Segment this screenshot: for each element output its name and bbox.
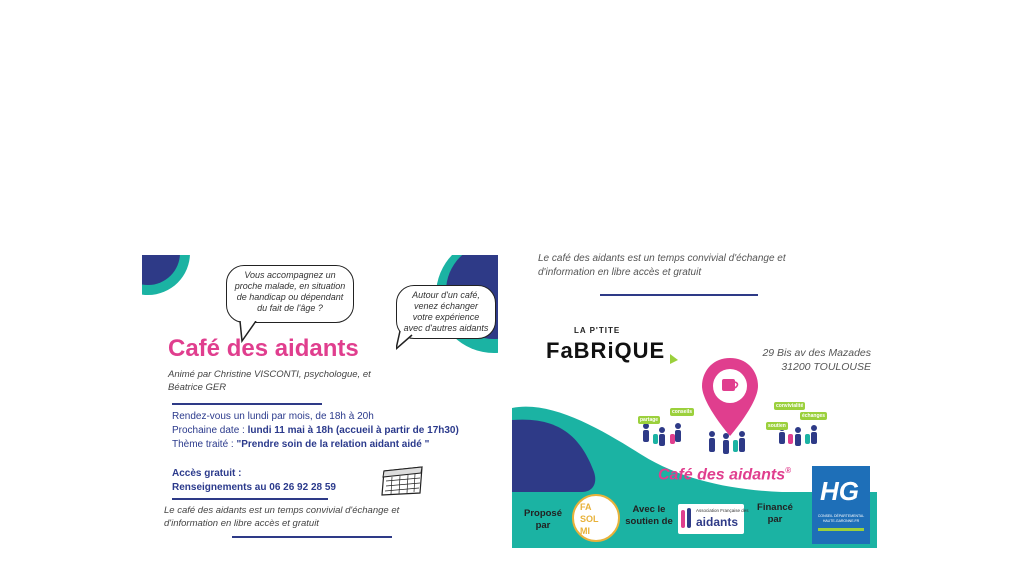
aidants-hands-icon bbox=[680, 508, 694, 530]
tag-partage: partage bbox=[640, 417, 659, 423]
animators bbox=[168, 368, 371, 394]
left-divider-2 bbox=[172, 498, 328, 500]
phone-line: Renseignements au 06 26 92 28 59 bbox=[172, 482, 336, 493]
left-title: Café des aidants bbox=[168, 335, 359, 362]
aidants-logo-big-text: aidants bbox=[696, 515, 739, 529]
proposed-by-label: Proposé par bbox=[523, 508, 562, 531]
brand-name: Café des aidants® bbox=[658, 466, 792, 484]
right-intro-line-2: d'information en libre accès et gratuit bbox=[538, 267, 702, 278]
funded-by-label: Financé par bbox=[757, 502, 793, 525]
question-bubble bbox=[226, 265, 354, 323]
tag-convivialite: convivialité bbox=[776, 403, 804, 409]
access-line: Accès gratuit : bbox=[172, 468, 242, 479]
theme-line: Thème traité : "Prendre soin de la relation aidant aidé " bbox=[172, 439, 430, 450]
tag-soutien: soutien bbox=[768, 423, 786, 429]
left-divider-1 bbox=[172, 403, 322, 405]
address-line-1: 29 Bis av des Mazades bbox=[762, 347, 871, 359]
svg-text:MI: MI bbox=[580, 526, 590, 536]
svg-text:SOL: SOL bbox=[580, 514, 599, 524]
left-footer-line-1: Le café des aidants est un temps convivial d'échange et bbox=[164, 505, 400, 516]
aidants-logo-small-text: Association Française des bbox=[696, 508, 749, 513]
left-flyer bbox=[142, 255, 498, 550]
schedule-line: Rendez-vous un lundi par mois, de 18h à 20h bbox=[172, 411, 374, 422]
logo-main-text: FaBRiQUE bbox=[546, 338, 666, 363]
famille-solidaire-logo bbox=[572, 494, 620, 542]
invite-bubble-tail bbox=[396, 331, 416, 351]
haute-garonne-logo bbox=[812, 466, 870, 544]
hg-caption: CONSEIL DÉPARTEMENTAL HAUTE-GARONNE.FR bbox=[817, 514, 865, 523]
question-bubble-text: Vous accompagnez un proche malade, en situation de handicap ou dépendant du fait de l'âge ? bbox=[234, 270, 346, 313]
right-flyer bbox=[512, 240, 877, 548]
svg-text:FA: FA bbox=[580, 502, 592, 512]
hg-color-band bbox=[818, 528, 864, 531]
invite-bubble-text: Autour d'un café, venez échanger votre expérience avec d'autres aidants bbox=[403, 290, 489, 333]
contact-block bbox=[172, 467, 336, 495]
left-footer-text bbox=[164, 504, 399, 530]
tag-echanges: échanges bbox=[802, 413, 826, 419]
hg-letters: HG bbox=[820, 476, 859, 506]
logo-top-text: LA P'TITE bbox=[574, 326, 621, 335]
tag-conseils: conseils bbox=[672, 409, 693, 415]
right-intro-line-1: Le café des aidants est un temps convivial d'échange et bbox=[538, 253, 786, 264]
left-footer-line-2: d'information en libre accès et gratuit bbox=[164, 518, 319, 529]
calendar-icon bbox=[378, 463, 426, 499]
support-label: Avec le soutien de bbox=[625, 504, 673, 527]
animators-line-1: Animé par Christine VISCONTI, psychologue, et bbox=[168, 369, 371, 380]
address-line-2: 31200 TOULOUSE bbox=[781, 361, 871, 373]
animators-line-2: Béatrice GER bbox=[168, 382, 227, 393]
left-divider-3 bbox=[232, 536, 392, 538]
aidants-association-logo bbox=[678, 504, 749, 534]
next-date-line: Prochaine date : lundi 11 mai à 18h (accueil à partir de 17h30) bbox=[172, 425, 459, 436]
schedule-block bbox=[172, 410, 459, 452]
